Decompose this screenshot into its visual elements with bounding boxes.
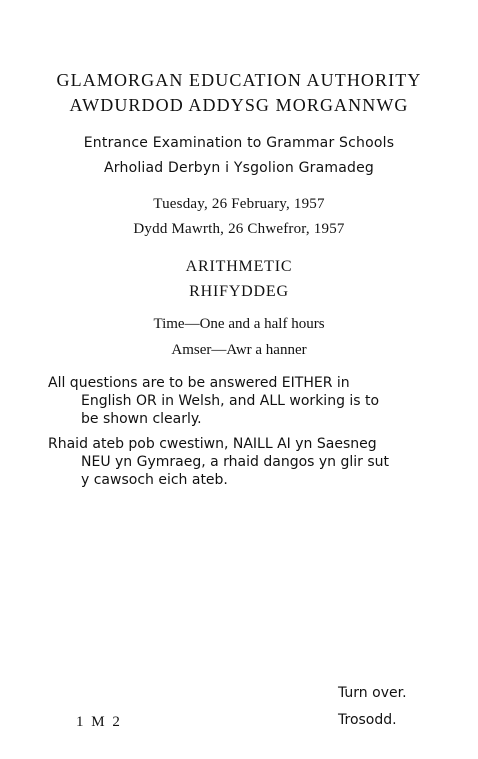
subject-welsh: RHIFYDDEG	[189, 283, 289, 300]
instructions-english	[48, 374, 448, 428]
instructions-welsh-line: Rhaid ateb pob cwestiwn, NAILL AI yn Saesneg	[48, 436, 377, 452]
exam-date-welsh: Dydd Mawrth, 26 Chwefror, 1957	[133, 221, 345, 237]
subject-english: ARITHMETIC	[185, 258, 293, 275]
authority-title-english: GLAMORGAN EDUCATION AUTHORITY	[56, 70, 422, 90]
turn-over-english: Turn over.	[338, 685, 407, 701]
authority-title-welsh: AWDURDOD ADDYSG MORGANNWG	[69, 95, 409, 115]
exam-title-welsh: Arholiad Derbyn i Ysgolion Gramadeg	[104, 160, 374, 176]
instructions-welsh	[48, 435, 448, 489]
instructions-welsh-line: y cawsoch eich ateb.	[81, 472, 228, 488]
exam-date-english: Tuesday, 26 February, 1957	[153, 196, 325, 212]
instructions-english-line: English OR in Welsh, and ALL working is to	[81, 393, 380, 409]
turn-over-welsh: Trosodd.	[338, 712, 397, 728]
instructions-welsh-line: NEU yn Gymraeg, a rhaid dangos yn glir sut	[81, 454, 390, 470]
instructions-english-line: be shown clearly.	[81, 411, 202, 427]
time-allowed-english: Time—One and a half hours	[153, 316, 325, 332]
paper-code: 1 M 2	[76, 714, 122, 730]
time-allowed-welsh: Amser—Awr a hanner	[171, 342, 307, 358]
instructions-english-line: All questions are to be answered EITHER in	[48, 375, 350, 391]
exam-title-english: Entrance Examination to Grammar Schools	[83, 135, 395, 151]
